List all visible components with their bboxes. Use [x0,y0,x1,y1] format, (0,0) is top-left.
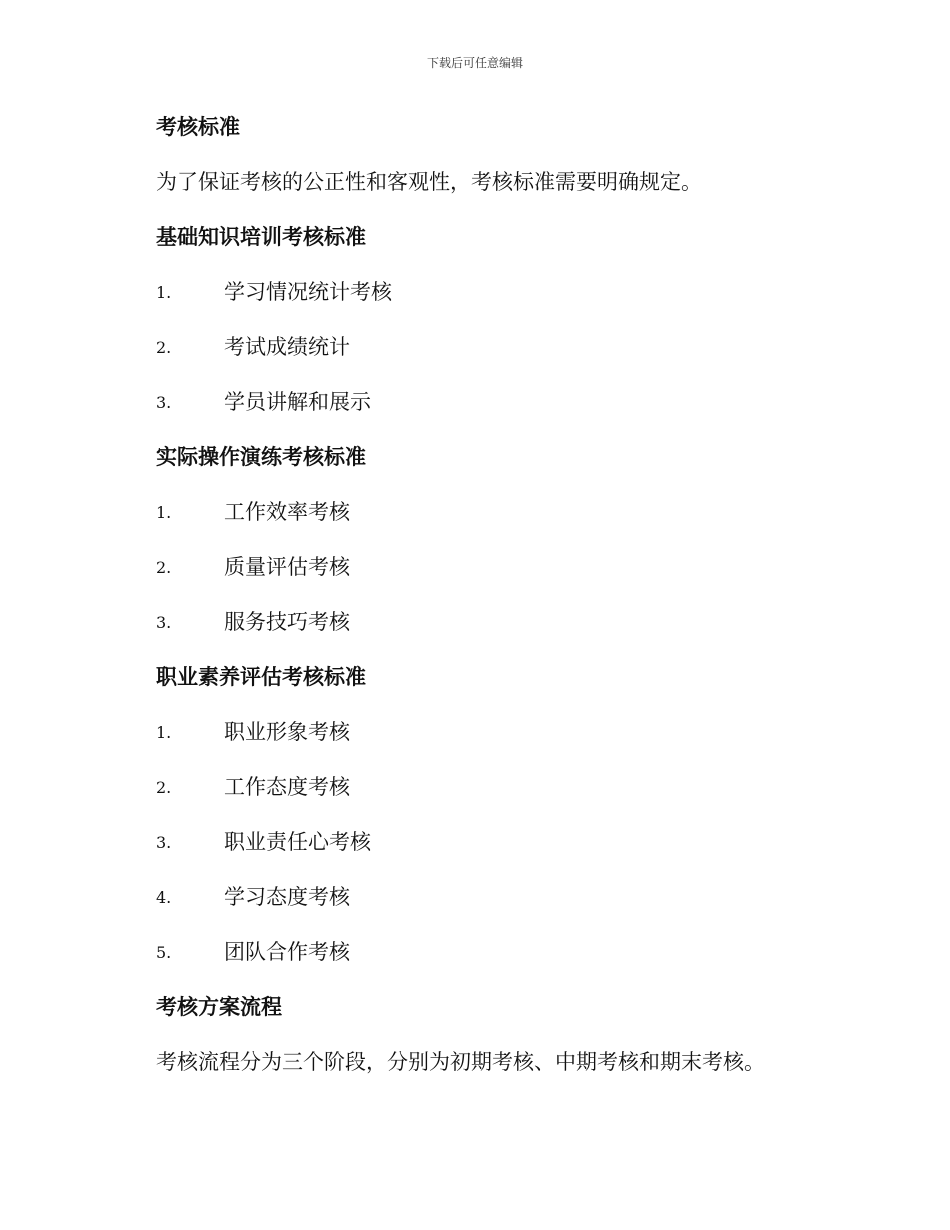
list-item-text: 质量评估考核 [224,555,350,579]
section-heading-assessment-standards: 考核标准 [156,115,240,139]
list-item [156,497,856,528]
list-item-text: 工作效率考核 [224,500,350,524]
section-heading-professional-quality: 职业素养评估考核标准 [156,665,366,689]
list-item [156,332,856,363]
list-item-number: 4. [156,888,172,907]
list-item [156,387,856,418]
list-item-text: 工作态度考核 [224,775,350,799]
list-item-number: 3. [156,613,172,632]
list-item [156,937,856,968]
list-item-number: 2. [156,558,172,577]
list-item [156,607,856,638]
list-item-number: 3. [156,833,172,852]
list-item-text: 职业责任心考核 [224,830,371,854]
list-item-number: 1. [156,503,172,522]
list-item-text: 学员讲解和展示 [224,390,371,414]
list-item [156,552,856,583]
list-item-text: 职业形象考核 [224,720,350,744]
list-item-number: 3. [156,393,172,412]
list-item-number: 1. [156,283,172,302]
list-item-number: 2. [156,778,172,797]
list-item [156,277,856,308]
list-item-text: 服务技巧考核 [224,610,350,634]
document-body [156,112,856,1102]
list-item-text: 学习情况统计考核 [224,280,392,304]
section-heading-basic-knowledge: 基础知识培训考核标准 [156,225,366,249]
section-paragraph-assessment-standards: 为了保证考核的公正性和客观性，考核标准需要明确规定。 [156,170,702,194]
list-item-text: 团队合作考核 [224,940,350,964]
list-item [156,882,856,913]
list-item-text: 考试成绩统计 [224,335,350,359]
list-item [156,772,856,803]
section-paragraph-assessment-process: 考核流程分为三个阶段，分别为初期考核、中期考核和期末考核。 [156,1050,765,1074]
list-item-number: 5. [156,943,172,962]
section-heading-practical-operation: 实际操作演练考核标准 [156,445,366,469]
list-item [156,827,856,858]
page-header-note: 下载后可任意编辑 [426,56,523,70]
section-heading-assessment-process: 考核方案流程 [156,995,282,1019]
list-item [156,717,856,748]
list-item-number: 1. [156,723,172,742]
list-item-text: 学习态度考核 [224,885,350,909]
list-item-number: 2. [156,338,172,357]
